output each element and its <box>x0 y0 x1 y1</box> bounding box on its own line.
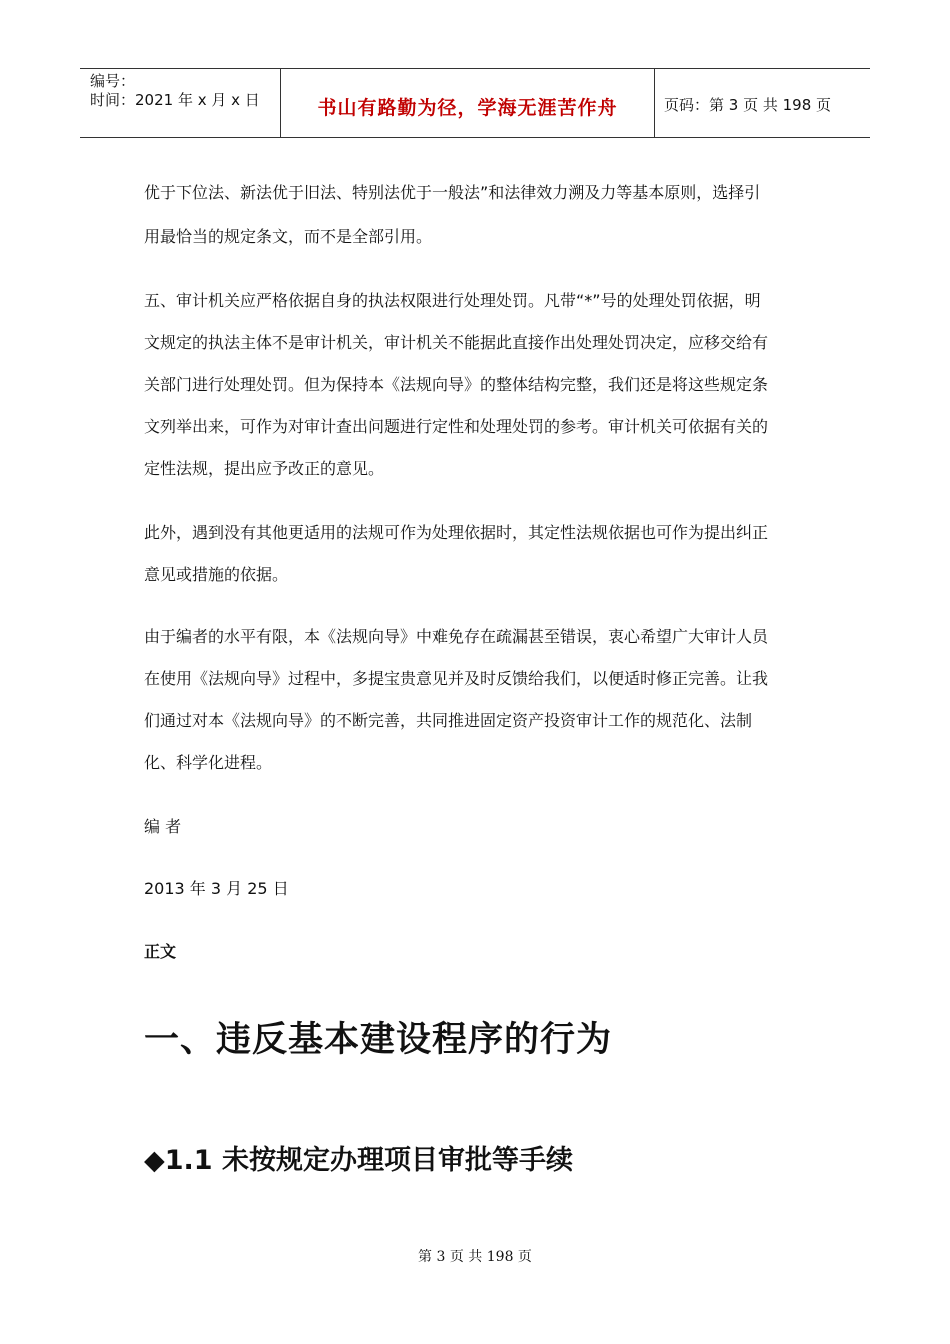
paragraph-line: 关部门进行处理处罚。但为保持本《法规向导》的整体结构完整，我们还是将这些规定条 <box>144 375 769 394</box>
paragraph-line: 优于下位法、新法优于旧法、特别法优于一般法”和法律效力溯及力等基本原则，选择引 <box>144 183 761 202</box>
section-heading: ◆1.1 未按规定办理项目审批等手续 <box>144 1145 573 1176</box>
signature: 编 者 <box>144 817 182 836</box>
paragraph-line: 化、科学化进程。 <box>144 753 273 772</box>
section-label: 正文 <box>144 942 177 961</box>
document-time-label: 时间：2021 年 x 月 x 日 <box>90 91 260 109</box>
paragraph-line: 此外，遇到没有其他更适用的法规可作为处理依据时，其定性法规依据也可作为提出纠正 <box>144 523 769 542</box>
document-number-label: 编号： <box>90 72 136 90</box>
document-header <box>80 68 870 138</box>
paragraph-line: 在使用《法规向导》过程中，多提宝贵意见并及时反馈给我们，以便适时修正完善。让我 <box>144 669 769 688</box>
paragraph-line: 定性法规，提出应予改正的意见。 <box>144 459 385 478</box>
paragraph-line: 文规定的执法主体不是审计机关，审计机关不能据此直接作出处理处罚决定，应移交给有 <box>144 333 769 352</box>
date: 2013 年 3 月 25 日 <box>144 879 289 898</box>
header-motto: 书山有路勤为径，学海无涯苦作舟 <box>317 96 618 119</box>
header-page-info: 页码：第 3 页 共 198 页 <box>664 95 832 114</box>
paragraph-line: 们通过对本《法规向导》的不断完善，共同推进固定资产投资审计工作的规范化、法制 <box>144 711 753 730</box>
header-motto-cell <box>280 69 655 137</box>
paragraph-line: 文列举出来，可作为对审计查出问题进行定性和处理处罚的参考。审计机关可依据有关的 <box>144 417 769 436</box>
paragraph-line: 五、审计机关应严格依据自身的执法权限进行处理处罚。凡带“*”号的处理处罚依据，明 <box>144 291 761 310</box>
paragraph-line: 意见或措施的依据。 <box>144 565 289 584</box>
header-page-cell <box>654 69 870 137</box>
paragraph-line: 用最恰当的规定条文，而不是全部引用。 <box>144 227 433 246</box>
header-meta-cell <box>80 69 280 137</box>
paragraph-line: 由于编者的水平有限，本《法规向导》中难免存在疏漏甚至错误，衷心希望广大审计人员 <box>144 627 769 646</box>
chapter-heading: 一、违反基本建设程序的行为 <box>144 1020 613 1060</box>
page-footer: 第 3 页 共 198 页 <box>418 1249 532 1265</box>
